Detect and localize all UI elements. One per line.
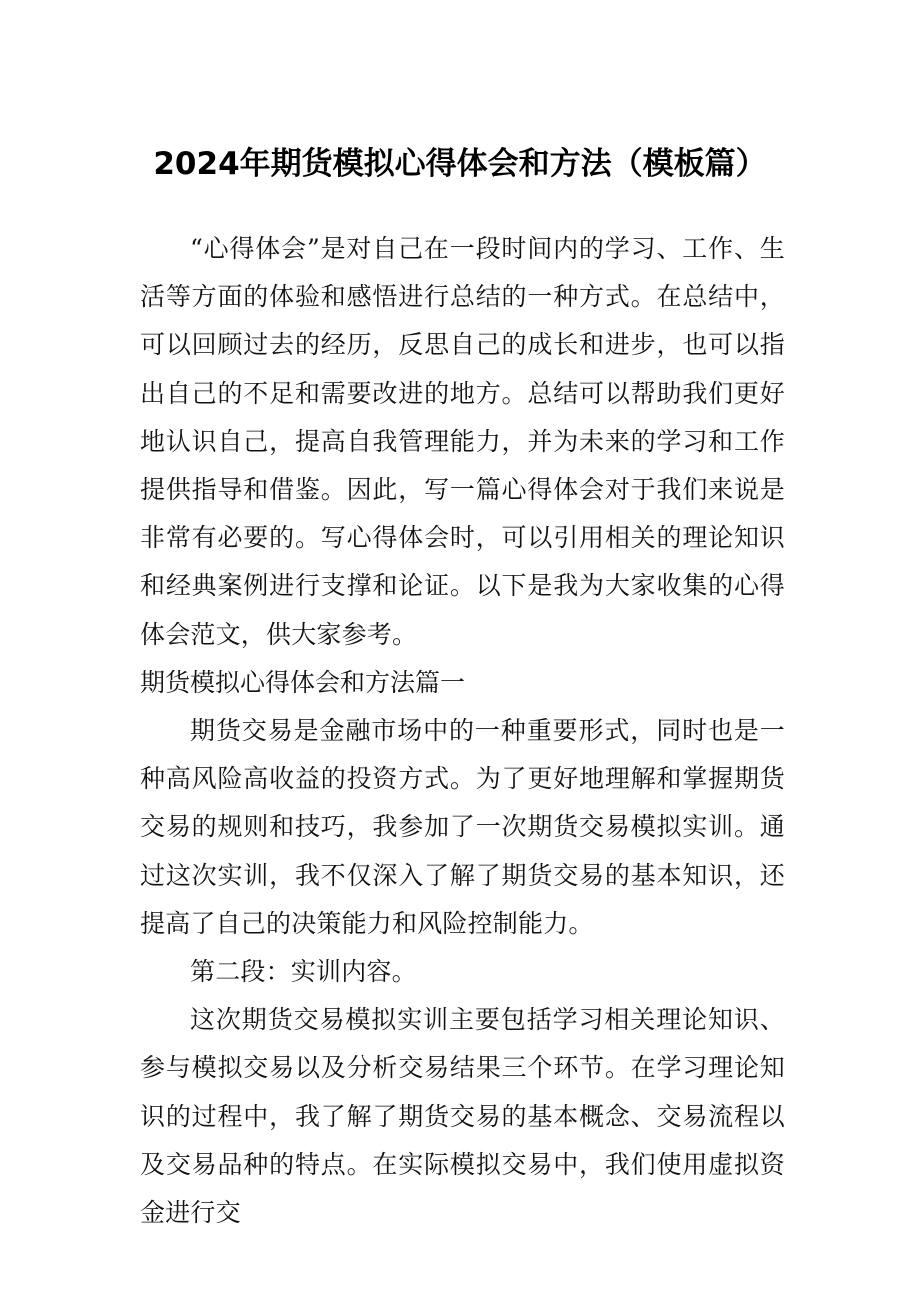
body-paragraph-3: 这次期货交易模拟实训主要包括学习相关理论知识、参与模拟交易以及分析交易结果三个环节。在学习理论知识的过程中，我了解了期货交易的基本概念、交易流程以及交易品种的特点。在实际模拟交易中，我们使用虚拟资金进行交 [140, 1005, 785, 1228]
section-heading: 期货模拟心得体会和方法篇一 [140, 667, 466, 697]
document-title: 2024年期货模拟心得体会和方法（模板篇） [153, 146, 767, 182]
body-paragraph-1: 期货交易是金融市场中的一种重要形式，同时也是一种高风险高收益的投资方式。为了更好地理解和掌握期货交易的规则和技巧，我参加了一次期货交易模拟实训。通过这次实训，我不仅深入了解了期货交易的基本知识，还提高了自己的决策能力和风险控制能力。 [140, 716, 785, 938]
intro-paragraph: “心得体会”是对自己在一段时间内的学习、工作、生活等方面的体验和感悟进行总结的一种方式。在总结中，可以回顾过去的经历，反思自己的成长和进步，也可以指出自己的不足和需要改进的地方。总结可以帮助我们更好地认识自己，提高自我管理能力，并为未来的学习和工作提供指导和借鉴。因此，写一篇心得体会对于我们来说是非常有必要的。写心得体会时，可以引用相关的理论知识和经典案例进行支撑和论证。以下是我为大家收集的心得体会范文，供大家参考。 [140, 234, 785, 649]
body-paragraph-2: 第二段：实训内容。 [190, 957, 417, 987]
document-body [140, 225, 785, 1237]
